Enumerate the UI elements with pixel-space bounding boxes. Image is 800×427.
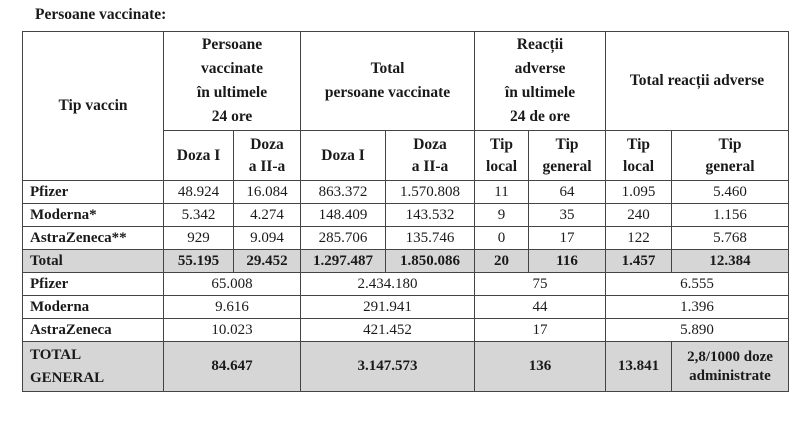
header-group-reactions-24h — [475, 32, 606, 131]
grand-total-reactions: 13.841 — [606, 342, 672, 392]
summary-value: 44 — [475, 296, 606, 319]
total-value: 1.457 — [606, 250, 672, 273]
cell-value: 5.342 — [164, 204, 234, 227]
header-line: Reacții — [516, 36, 564, 53]
header-group-total — [301, 32, 475, 131]
total-value: 55.195 — [164, 250, 234, 273]
total-value: 20 — [475, 250, 529, 273]
subheader-doza-2 — [234, 131, 301, 181]
subheader-line: Doza — [413, 135, 447, 153]
grand-total-label-line: TOTAL — [30, 346, 82, 363]
cell-value: 16.084 — [234, 181, 301, 204]
summary-value: 75 — [475, 273, 606, 296]
grand-total-rate — [672, 342, 789, 392]
cell-value: 1.570.808 — [386, 181, 475, 204]
summary-value: 10.023 — [164, 319, 301, 342]
table-row-pfizer — [23, 181, 789, 204]
vaccination-table — [22, 31, 789, 392]
subheader-line: general — [542, 157, 592, 175]
summary-value: 421.452 — [301, 319, 475, 342]
subheader-doza-1 — [164, 131, 234, 181]
header-line: Persoane — [201, 36, 263, 53]
summary-row-moderna — [23, 296, 789, 319]
cell-value: 148.409 — [301, 204, 386, 227]
subheader-tip-general-24h — [529, 131, 606, 181]
subheader-line: Tip — [718, 135, 742, 153]
subheader-total-doza-2 — [386, 131, 475, 181]
cell-value: 285.706 — [301, 227, 386, 250]
header-group-24h — [164, 32, 301, 131]
grand-total-24h: 84.647 — [164, 342, 301, 392]
summary-value: 1.396 — [606, 296, 789, 319]
subheader-line: Doza I — [321, 146, 365, 164]
total-value: 1.850.086 — [386, 250, 475, 273]
section-title: Persoane vaccinate: — [35, 6, 167, 23]
header-line: 24 ore — [211, 108, 253, 125]
vaccine-name: Pfizer — [23, 273, 164, 296]
total-value: 12.384 — [672, 250, 789, 273]
header-row-top — [23, 32, 789, 131]
cell-value: 5.460 — [672, 181, 789, 204]
cell-value: 1.095 — [606, 181, 672, 204]
cell-value: 929 — [164, 227, 234, 250]
subheader-line: local — [623, 157, 655, 175]
cell-value: 48.924 — [164, 181, 234, 204]
subheader-line: Doza — [250, 135, 284, 153]
total-label: Total — [23, 250, 164, 273]
cell-value: 135.746 — [386, 227, 475, 250]
subheader-line: a II-a — [248, 157, 286, 175]
subheader-line: a II-a — [411, 157, 449, 175]
subheader-line: general — [705, 157, 755, 175]
subheader-line: Tip — [555, 135, 579, 153]
total-value: 116 — [529, 250, 606, 273]
subheader-line: Tip — [490, 135, 514, 153]
summary-value: 9.616 — [164, 296, 301, 319]
vaccine-name: Moderna* — [23, 204, 164, 227]
cell-value: 122 — [606, 227, 672, 250]
grand-total-row — [23, 342, 789, 392]
subheader-line: Tip — [627, 135, 651, 153]
grand-total-label-line: GENERAL — [30, 369, 105, 386]
table-row-total — [23, 250, 789, 273]
cell-value: 4.274 — [234, 204, 301, 227]
header-line: vaccinate — [201, 60, 263, 77]
summary-value: 2.434.180 — [301, 273, 475, 296]
cell-value: 0 — [475, 227, 529, 250]
cell-value: 5.768 — [672, 227, 789, 250]
vaccine-name: Pfizer — [23, 181, 164, 204]
summary-value: 17 — [475, 319, 606, 342]
cell-value: 1.156 — [672, 204, 789, 227]
grand-total-persons: 3.147.573 — [301, 342, 475, 392]
header-line: în ultimele — [196, 84, 268, 101]
grand-total-label — [23, 342, 164, 392]
vaccine-name: Moderna — [23, 296, 164, 319]
subheader-line: local — [486, 157, 518, 175]
table-row-astrazeneca — [23, 227, 789, 250]
cell-value: 863.372 — [301, 181, 386, 204]
total-value: 1.297.487 — [301, 250, 386, 273]
header-line: 24 de ore — [510, 108, 570, 125]
header-line: adverse — [514, 60, 566, 77]
subheader-tip-local-24h — [475, 131, 529, 181]
rate-line: administrate — [689, 367, 771, 384]
vaccine-name: AstraZeneca — [23, 319, 164, 342]
summary-value: 6.555 — [606, 273, 789, 296]
header-line: persoane vaccinate — [324, 84, 451, 101]
cell-value: 143.532 — [386, 204, 475, 227]
header-line: Total — [370, 60, 405, 77]
subheader-tip-local-total — [606, 131, 672, 181]
header-line: în ultimele — [504, 84, 576, 101]
subheader-line: Doza I — [176, 146, 221, 164]
total-value: 29.452 — [234, 250, 301, 273]
cell-value: 17 — [529, 227, 606, 250]
cell-value: 64 — [529, 181, 606, 204]
vaccine-name: AstraZeneca** — [23, 227, 164, 250]
cell-value: 240 — [606, 204, 672, 227]
cell-value: 35 — [529, 204, 606, 227]
header-group-total-reactions: Total reacții adverse — [606, 32, 789, 131]
table-row-moderna — [23, 204, 789, 227]
summary-value: 5.890 — [606, 319, 789, 342]
subheader-tip-general-total — [672, 131, 789, 181]
summary-row-pfizer — [23, 273, 789, 296]
rate-line: 2,8/1000 doze — [687, 348, 773, 365]
summary-value: 291.941 — [301, 296, 475, 319]
grand-total-reactions-24h: 136 — [475, 342, 606, 392]
header-tip-vaccin: Tip vaccin — [23, 32, 164, 181]
summary-value: 65.008 — [164, 273, 301, 296]
summary-row-astrazeneca — [23, 319, 789, 342]
subheader-total-doza-1 — [301, 131, 386, 181]
cell-value: 9.094 — [234, 227, 301, 250]
cell-value: 9 — [475, 204, 529, 227]
cell-value: 11 — [475, 181, 529, 204]
